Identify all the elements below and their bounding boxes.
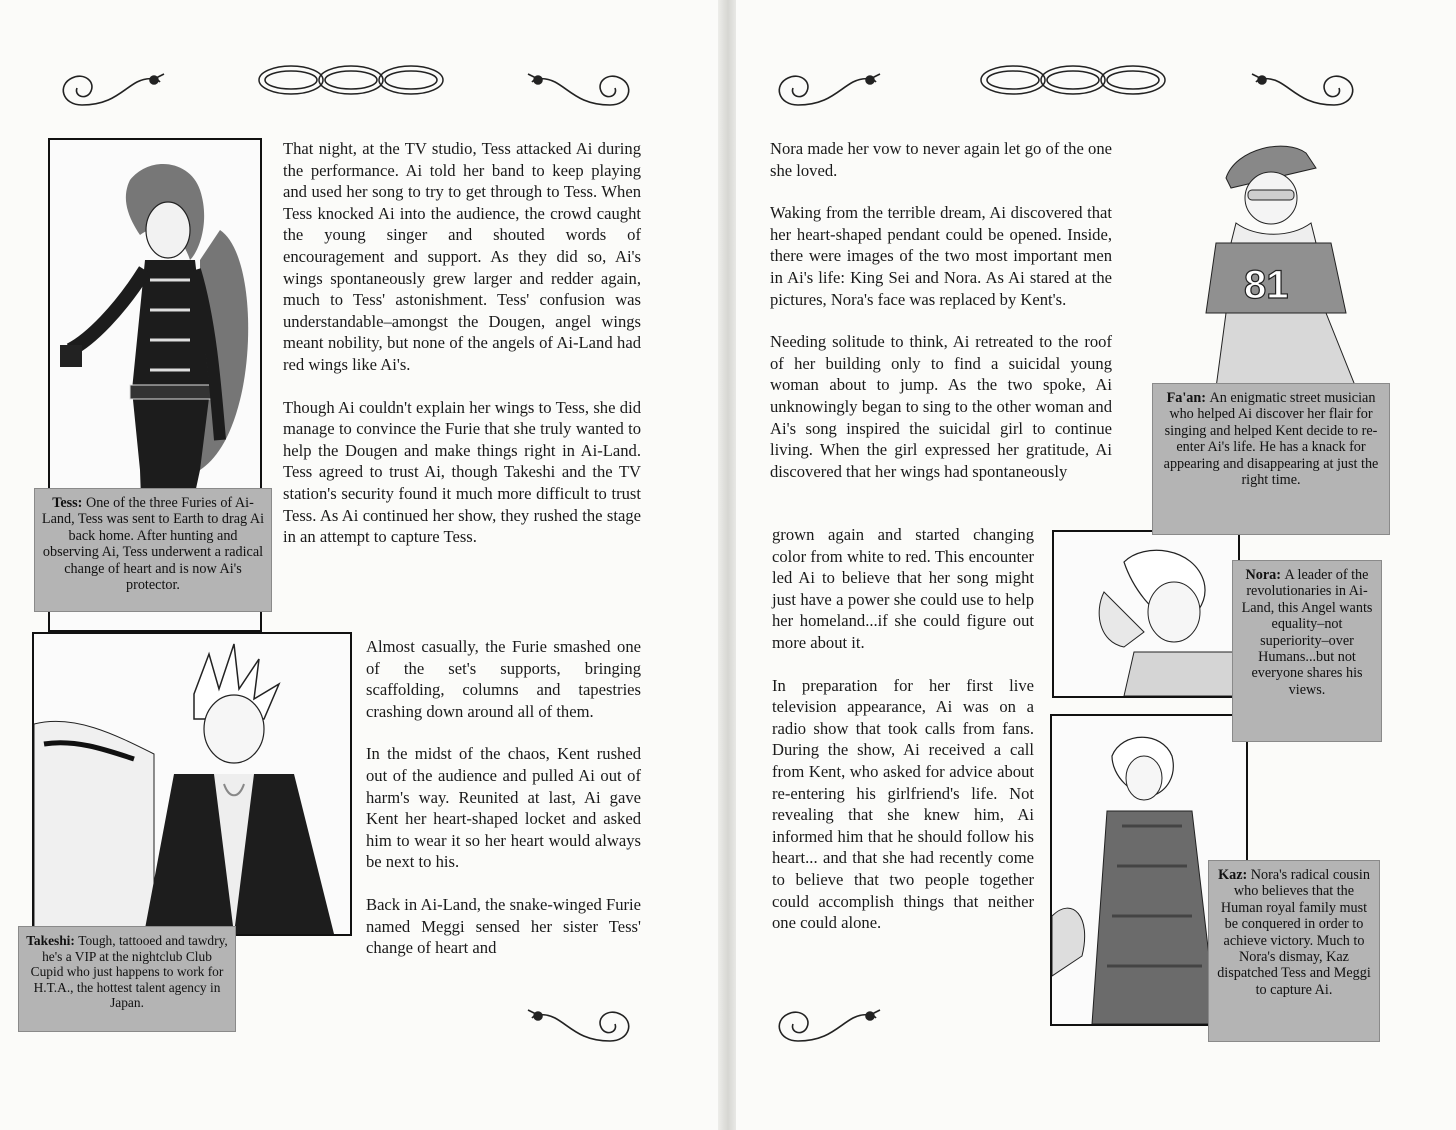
right-paragraph-2: Waking from the terrible dream, Ai discovered that her heart-shaped pendant could be opened. Inside, there were images of the two most important men in Ai's life: King Sei and Nora. As Ai stared at the pictures, Nora's face was replaced by Kent's. [770, 203, 1112, 309]
takeshi-caption-text: Tough, tattooed and tawdry, he's a VIP at the nightclub Club Cupid who just happens to work for H.T.A., the hottest talent agency in Japan. [30, 933, 228, 1011]
right-column-lower [772, 524, 1034, 934]
left-paragraph-3: In the midst of the chaos, Kent rushed out of the audience and pulled Ai out of harm's way. Reunited at last, Ai gave Kent her heart-shaped locket and asked him to wear it so her heart would always be next to his. [366, 744, 641, 872]
faan-caption [1152, 383, 1390, 535]
swirl-ornament-icon [768, 60, 888, 120]
takeshi-illustration [32, 632, 352, 936]
swirl-ornament-icon [1244, 60, 1364, 120]
knot-ornament-icon [256, 60, 446, 100]
faan-caption-name: Fa'an: [1166, 390, 1210, 406]
left-paragraph-4: Back in Ai-Land, the snake-winged Furie named Meggi sensed her sister Tess' change of heart and [366, 894, 641, 958]
takeshi-caption-name: Takeshi: [26, 933, 79, 948]
kaz-caption-text: Nora's radical cousin who believes that the Human royal family must be conquered in order to achieve victory. Much to Nora's dismay, Kaz dispatched Tess and Meggi to capture Ai. [1217, 867, 1371, 998]
right-paragraph-3a: Needing solitude to think, Ai retreated to the roof of her building only to find a suicidal young woman about to jump. As the two spoke, Ai unknowingly began to sing to the other woman and Ai's song inspired the suicidal girl to continue living. When the girl expressed her gratitude, Ai discovered that her wings had spontaneously [770, 332, 1112, 481]
takeshi-caption [18, 926, 236, 1032]
right-paragraph-3b: grown again and started changing color from white to red. This encounter led Ai to believe that her song might just have a power she could use to help her homeland...if she could figure out more about it. [772, 525, 1034, 652]
nora-caption [1232, 560, 1382, 742]
tess-caption-text: One of the three Furies of Ai-Land, Tess was sent to Earth to drag Ai back home. After hunting and observing Ai, Tess underwent a radical change of heart and is now Ai's protector. [41, 495, 265, 594]
jersey-number: 81 [1244, 263, 1289, 307]
left-paragraph-2b: Almost casually, the Furie smashed one of the set's supports, bringing scaffolding, columns and tapestries crashing down around all of them. [366, 637, 641, 721]
swirl-ornament-icon [520, 60, 640, 120]
swirl-ornament-icon [52, 60, 172, 120]
left-column-upper [283, 138, 641, 548]
book-gutter [718, 0, 738, 1130]
swirl-ornament-icon [768, 996, 888, 1056]
kaz-caption-name: Kaz: [1218, 867, 1251, 883]
knot-ornament-icon [978, 60, 1168, 100]
nora-caption-name: Nora: [1245, 567, 1285, 583]
tess-caption [34, 488, 272, 612]
right-column-upper [770, 138, 1112, 482]
kaz-caption [1208, 860, 1380, 1042]
right-paragraph-1: Nora made her vow to never again let go of the one she loved. [770, 139, 1112, 180]
left-paragraph-2a: Though Ai couldn't explain her wings to Tess, she did manage to convince the Furie that she truly wanted to help the Dougen and make things right in Ai-Land. Tess agreed to trust Ai, though Takeshi and the TV station's security found it much more difficult to trust Tess. As Ai continued her show, they rushed the stage in an attempt to capture Tess. [283, 397, 641, 547]
nora-illustration [1052, 530, 1240, 698]
right-paragraph-4: In preparation for her first live television appearance, Ai was on a radio show that took calls from fans. During the show, Ai received a call from Kent, who asked for advice about re-entering his girlfriend's life. Not revealing that she knew him, Ai informed him that he should follow his heart... and that she had recently come to believe that two people together could accomplish things that neither one could alone. [772, 675, 1034, 933]
faan-caption-text: An enigmatic street musician who helped Ai discover her flair for singing and helped Kent decide to re-enter Ai's life. He has a knack for appearing and disappearing at just the right time. [1163, 390, 1379, 489]
left-column-lower [366, 636, 641, 959]
nora-caption-text: A leader of the revolutionaries in Ai-Land, this Angel wants equality–not superiority–over Humans...but not everyone shares his views. [1241, 567, 1373, 698]
faan-illustration [1196, 138, 1386, 388]
left-paragraph-1: That night, at the TV studio, Tess attacked Ai during the performance. Ai told her band to keep playing and used her song to try to get through to Tess. When Tess knocked Ai into the audience, the crowd caught the young singer and shouted words of encouragement and support. As they did so, Ai's wings spontaneously grew larger and redder again, much to Tess' astonishment. Tess' confusion was understandable–amongst the Dougen, angel wings meant nobility, but none of the angels of Ai-Land had red wings like Ai's. [283, 139, 641, 374]
swirl-ornament-icon [520, 996, 640, 1056]
tess-caption-name: Tess: [52, 495, 86, 511]
